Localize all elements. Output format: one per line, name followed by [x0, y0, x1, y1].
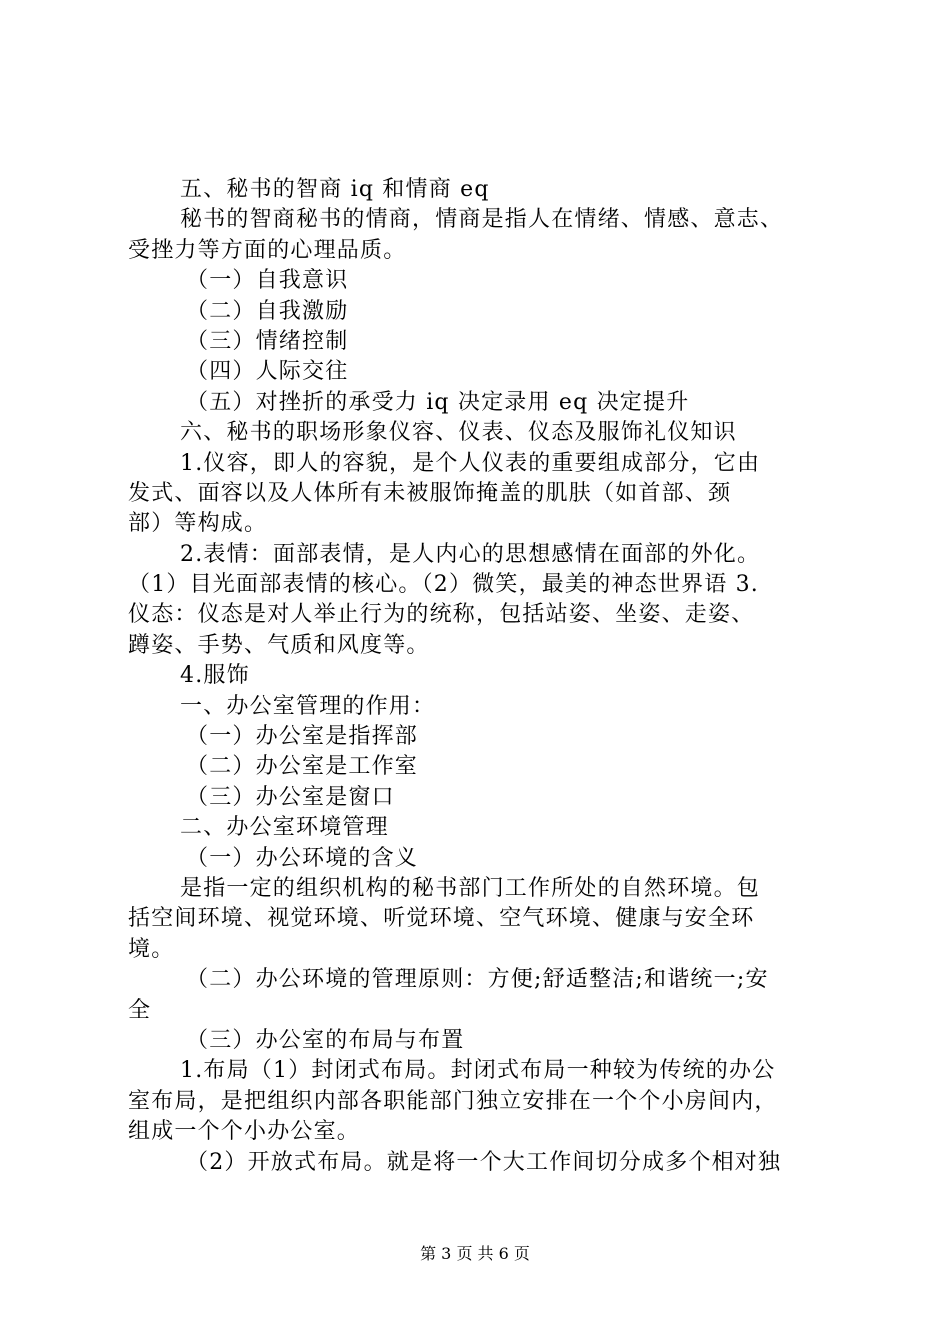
text-line: （五）对挫折的承受力 iq 决定录用 eq 决定提升	[186, 389, 690, 415]
text-line: 室布局，是把组织内部各职能部门独立安排在一个个小房间内，	[128, 1088, 778, 1114]
text-line: 蹲姿、手势、气质和风度等。	[128, 632, 430, 658]
document-body	[128, 175, 850, 1178]
text-line: 一、办公室管理的作用：	[180, 693, 436, 719]
text-line: 秘书的智商秘书的情商，情商是指人在情绪、情感、意志、	[180, 207, 784, 233]
text-line: 括空间环境、视觉环境、听觉环境、空气环境、健康与安全环	[128, 906, 755, 932]
text-line: 六、秘书的职场形象仪容、仪表、仪态及服饰礼仪知识	[180, 420, 737, 446]
text-line: （三）办公室是窗口	[186, 784, 395, 810]
text-line: 是指一定的组织机构的秘书部门工作所处的自然环境。包	[180, 875, 761, 901]
text-line: （二）办公环境的管理原则：方便;舒适整洁;和谐统一;安	[186, 967, 769, 993]
text-line: 部）等构成。	[128, 511, 268, 537]
text-line: （一）自我意识	[186, 268, 349, 294]
text-line: （三）办公室的布局与布置	[186, 1027, 465, 1053]
text-line: 二、办公室环境管理	[180, 815, 389, 841]
text-line: 4.服饰	[180, 663, 250, 689]
text-line: 全	[128, 997, 152, 1023]
text-line: 1.仪容，即人的容貌，是个人仪表的重要组成部分，它由	[180, 450, 761, 476]
text-line: （二）自我激励	[186, 298, 349, 324]
text-line: 仪态：仪态是对人举止行为的统称，包括站姿、坐姿、走姿、	[128, 602, 755, 628]
page-footer: 第 3 页 共 6 页	[420, 1244, 530, 1263]
text-line: （二）办公室是工作室	[186, 754, 419, 780]
text-line: 1.布局（1）封闭式布局。封闭式布局一种较为传统的办公	[180, 1058, 776, 1084]
text-line: 境。	[128, 936, 175, 962]
text-line: （一）办公室是指挥部	[186, 724, 419, 750]
text-line: 五、秘书的智商 iq 和情商 eq	[180, 177, 490, 202]
text-line: （四）人际交往	[186, 359, 349, 385]
text-line: （1）目光面部表情的核心。（2）微笑，最美的神态世界语 3.	[128, 572, 759, 598]
text-line: 2.表情：面部表情，是人内心的思想感情在面部的外化。	[180, 541, 761, 567]
text-line: （2）开放式布局。就是将一个大工作间切分成多个相对独	[186, 1149, 782, 1175]
text-line: 受挫力等方面的心理品质。	[128, 237, 407, 263]
text-line: 发式、面容以及人体所有未被服饰掩盖的肌肤（如首部、颈	[128, 480, 732, 506]
text-line: （三）情绪控制	[186, 328, 349, 354]
text-line: （一）办公环境的含义	[186, 845, 419, 871]
text-line: 组成一个个小办公室。	[128, 1119, 361, 1145]
